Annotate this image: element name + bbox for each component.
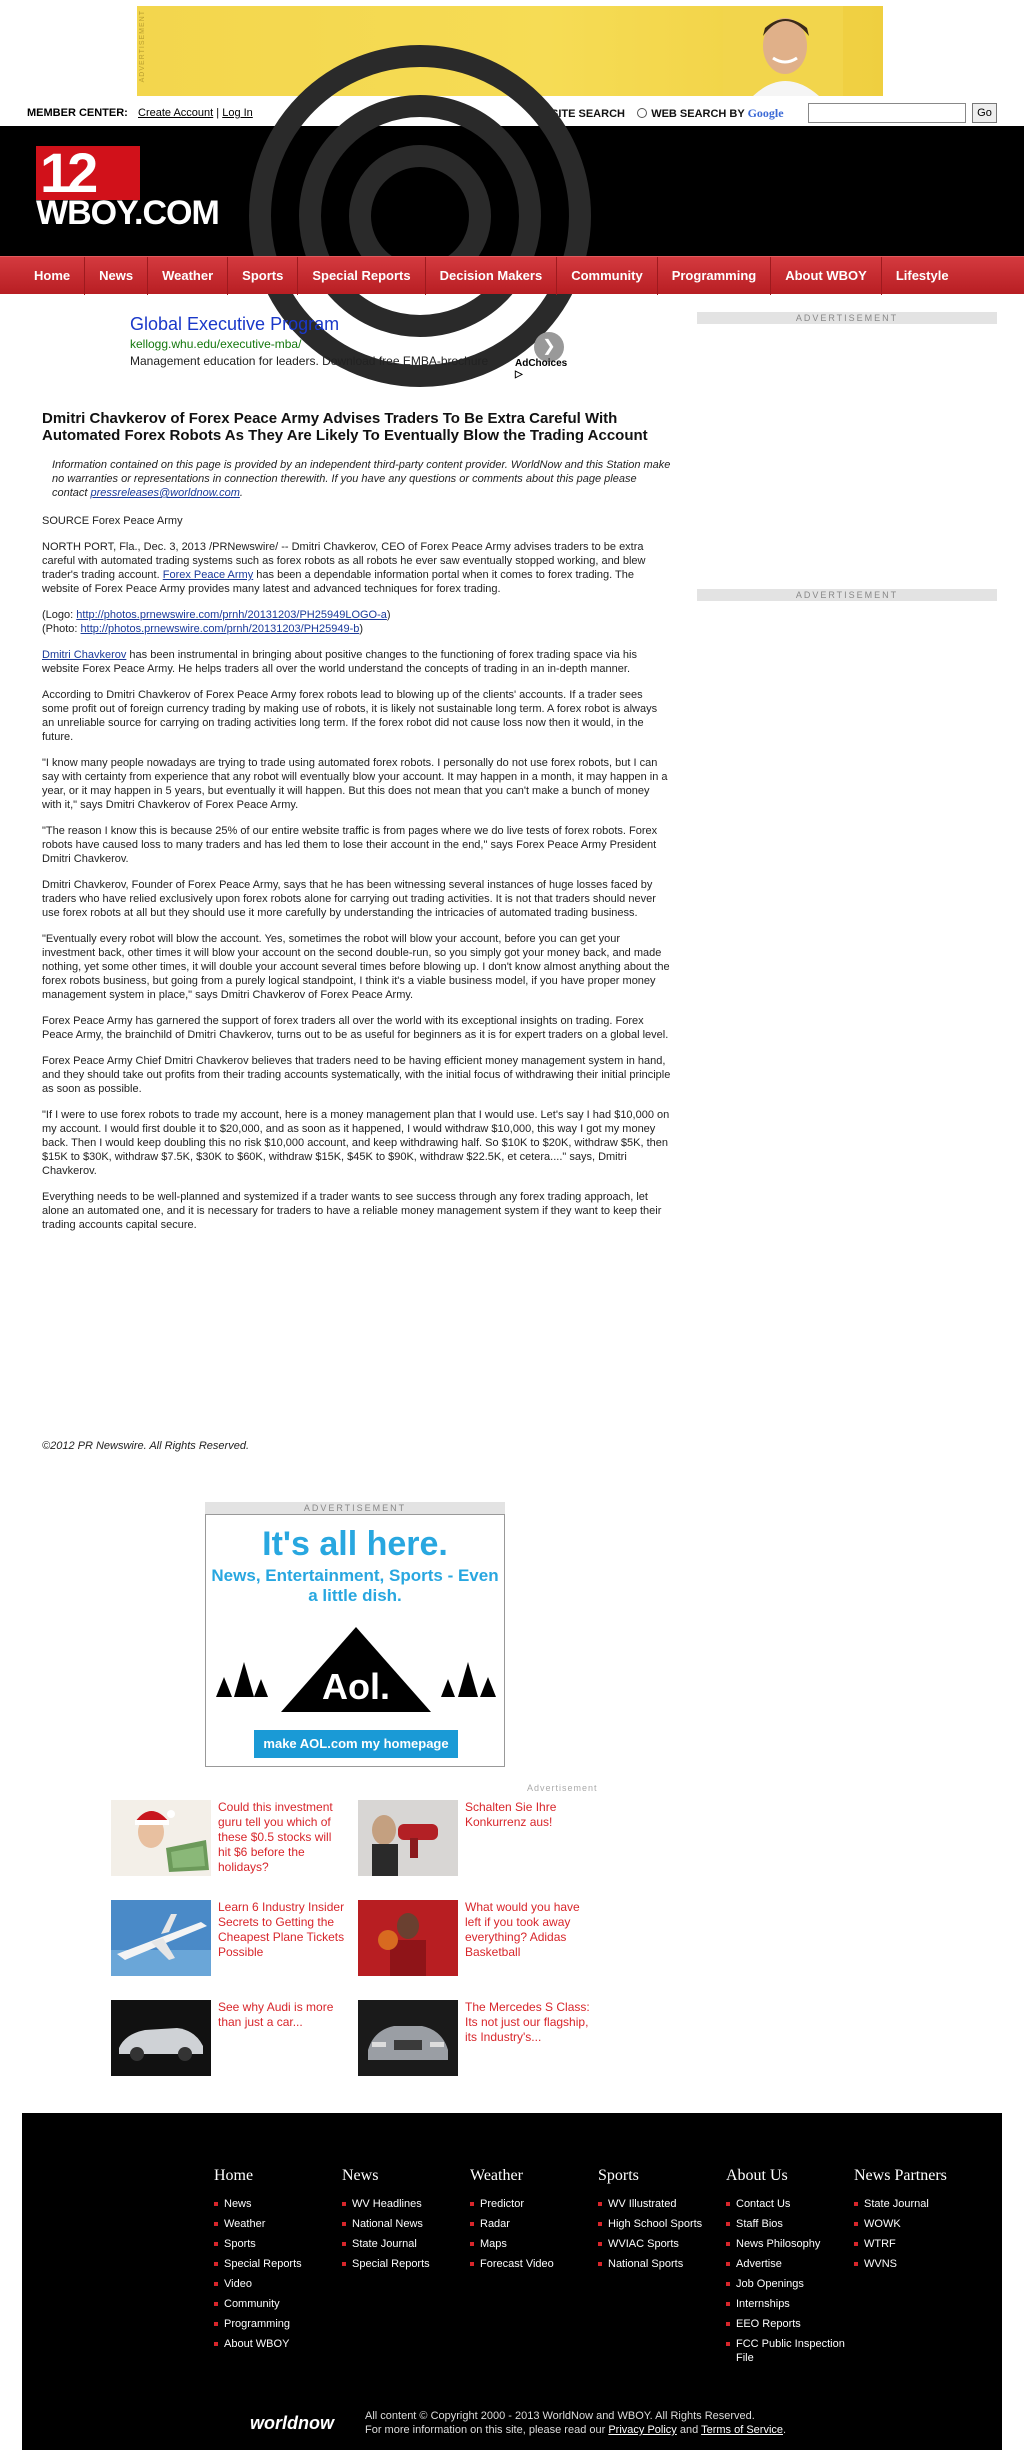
footer-link[interactable]: Special Reports	[342, 2257, 462, 2271]
dmitri-chavkerov-link[interactable]: Dmitri Chavkerov	[42, 649, 127, 661]
paragraph: Forex Peace Army has garnered the support of forex traders all over the world with its exceptional insights on trading. Forex Peace Army, the brainchild of Dmitri Chavkerov, turns out to be as useful for beginners as it is for expert traders on a global level.	[42, 1015, 669, 1041]
footer-column-weather	[470, 2167, 590, 2277]
ad-arrow-icon[interactable]: ❯	[534, 332, 564, 362]
logo-number: 12	[36, 146, 140, 200]
promo-item[interactable]	[111, 1900, 351, 1978]
ad-url[interactable]: kellogg.whu.edu/executive-mba/	[130, 337, 302, 351]
privacy-policy-link[interactable]: Privacy Policy	[608, 2424, 677, 2436]
footer-link[interactable]: About WBOY	[214, 2337, 334, 2351]
aol-homepage-button[interactable]: make AOL.com my homepage	[254, 1730, 458, 1758]
footer-link[interactable]: National Sports	[598, 2257, 718, 2271]
promo-text[interactable]: Schalten Sie Ihre Konkurrenz aus!	[465, 1800, 557, 1829]
logo-text: WBOY.COM	[36, 194, 219, 232]
search-input[interactable]	[808, 103, 966, 123]
promo-item[interactable]	[358, 2000, 598, 2078]
paragraph: "If I were to use forex robots to trade my account, here is a money management plan that I would use. Let's say I had $10,000 on my account. I would first double it to $20,000, and as soon as it happened, I would withdraw $10,000, this way I got my money back. Then I would keep doubling this no risk $10,000 account, and keep withdrawing half. So $10K to $20K, withdraw $5K, then $15K to $30K, withdraw $7.5K, $30K to $60K, withdraw $15K, $45K to $90K, withdraw $22.5K, et cetera...." says, Dmitri Chavkerov.	[42, 1109, 670, 1177]
create-account-link[interactable]: Create Account	[138, 107, 214, 119]
footer-column-news	[342, 2167, 462, 2277]
footer-column-sports	[598, 2167, 718, 2277]
article-title: Dmitri Chavkerov of Forex Peace Army Advises Traders To Be Extra Careful With Automated Forex Robots As They Are Likely To Eventually Blow the Trading Account	[42, 410, 648, 444]
nav-decision-makers[interactable]: Decision Makers	[426, 257, 558, 295]
photo-url-link[interactable]: http://photos.prnewswire.com/prnh/20131203/PH25949-b	[80, 623, 360, 635]
footer-link[interactable]: Maps	[470, 2237, 590, 2251]
worldnow-logo[interactable]: worldnow	[250, 2413, 334, 2433]
nav-special-reports[interactable]: Special Reports	[298, 257, 425, 295]
footer-link[interactable]: Internships	[726, 2297, 846, 2311]
nav-lifestyle[interactable]: Lifestyle	[895, 268, 949, 283]
google-text-ad[interactable]	[130, 314, 570, 380]
disclaimer: Information contained on this page is provided by an independent third-party content provider. WorldNow and this Station make no warranties or representations in connection therewith. If you have any questions or comments about this page please contact pressreleases@worldnow.com.	[52, 459, 671, 499]
footer-heading[interactable]: News	[342, 2167, 379, 2184]
promo-text[interactable]: Learn 6 Industry Insider Secrets to Getting the Cheapest Plane Tickets Possible	[218, 1900, 345, 1959]
footer-heading[interactable]: About Us	[726, 2167, 788, 2184]
footer-link[interactable]: State Journal	[854, 2197, 964, 2211]
paragraph: Forex Peace Army Chief Dmitri Chavkerov believes that traders need to be having efficient money management system in hand, and they should take out profits from their trading accounts systematically, with the initial focus of withdrawing their initial principle as soon as possible.	[42, 1055, 671, 1095]
promo-image-hairdryer	[358, 1800, 458, 1876]
member-center-label: MEMBER CENTER:	[27, 107, 128, 119]
promo-item[interactable]	[111, 1800, 351, 1878]
paragraph: Dmitri Chavkerov has been instrumental in bringing about positive changes to the functioning of forex trading space via his website Forex Peace Army. He helps traders all over the world understand the concepts of trading in an in-depth manner.	[42, 649, 637, 675]
adchoices-label[interactable]: AdChoices ▷	[515, 358, 568, 380]
footer-link[interactable]: WOWK	[854, 2217, 964, 2231]
footer-link[interactable]: Predictor	[470, 2197, 590, 2211]
aol-tree-scene	[206, 1617, 506, 1727]
footer-link[interactable]: High School Sports	[598, 2217, 718, 2231]
footer-link[interactable]: WV Illustrated	[598, 2197, 718, 2211]
ad-description: Management education for leaders. Download free EMBA-brochure	[130, 354, 489, 368]
footer-link[interactable]: Programming	[214, 2317, 334, 2331]
nav-weather[interactable]: Weather	[148, 257, 228, 295]
aol-headline: It's all here.	[262, 1525, 448, 1563]
wboy-logo[interactable]	[36, 141, 236, 236]
footer-link[interactable]: National News	[342, 2217, 462, 2231]
footer-link[interactable]: Radar	[470, 2217, 590, 2231]
promo-text[interactable]: What would you have left if you took away everything? Adidas Basketball	[465, 1900, 580, 1959]
footer-link[interactable]: State Journal	[342, 2237, 462, 2251]
nav-programming[interactable]: Programming	[658, 257, 772, 295]
site-header	[0, 126, 1024, 256]
promo-text[interactable]: The Mercedes S Class: Its not just our flagship, its Industry's...	[465, 2000, 590, 2044]
separator: |	[216, 107, 220, 119]
media-links: (Logo: http://photos.prnewswire.com/prnh/20131203/PH25949LOGO-a) (Photo: http://photos.prnewswire.com/prnh/20131203/PH25949-b)	[42, 609, 391, 635]
promo-image-basketball-player	[358, 1900, 458, 1976]
aol-ad-label: ADVERTISEMENT	[205, 1502, 505, 1514]
ad-label: ADVERTISEMENT	[139, 10, 146, 83]
promo-item[interactable]	[111, 2000, 351, 2078]
promo-image-audi	[111, 2000, 211, 2076]
promo-item[interactable]	[358, 1900, 598, 1978]
web-search-label: WEB SEARCH BY	[651, 108, 745, 120]
promo-image-airplane	[111, 1900, 211, 1976]
promo-text[interactable]: See why Audi is more than just a car...	[218, 2000, 334, 2029]
side-ad-label: ADVERTISEMENT	[697, 589, 997, 601]
paragraph: "The reason I know this is because 25% of our entire website traffic is from pages where we do live tests of forex robots. Forex robots have caused loss to many traders and has led them to lose their account in the end," says Forex Peace Army President Dmitri Chavkerov.	[42, 825, 658, 865]
site-search-label: SITE SEARCH	[551, 108, 625, 120]
footer-link[interactable]: WTRF	[854, 2237, 964, 2251]
footer-column-about	[726, 2167, 846, 2371]
terms-of-service-link[interactable]: Terms of Service	[701, 2424, 784, 2436]
paragraph: NORTH PORT, Fla., Dec. 3, 2013 /PRNewswire/ -- Dmitri Chavkerov, CEO of Forex Peace Army advises traders to be extra careful with automated trading systems such as forex robots as all robots he ever saw eventually stopped working, and blew trader's trading account. Forex Peace Army has been a dependable information portal when it comes to forex trading. The website of Forex Peace Army provides many latest and advanced techniques for forex trading.	[42, 541, 646, 595]
footer-link[interactable]: FCC Public Inspection File	[726, 2337, 846, 2365]
site-footer	[22, 2113, 1002, 2450]
footer-heading[interactable]: Home	[214, 2167, 254, 2184]
paragraph: "I know many people nowadays are trying to trade using automated forex robots. I personally do not use forex robots, but I can say with certainty from experience that any robot will eventually blow your account. It may happen in a month, it may happen in a year, or it may happen in 5 years, but eventually it will happen. But this does not mean that you can't make a bunch of money with it," says Dmitri Chavkerov of Forex Peace Army.	[42, 757, 668, 811]
press-email-link[interactable]: pressreleases@worldnow.com	[90, 487, 240, 499]
nav-home[interactable]: Home	[20, 257, 85, 295]
log-in-link[interactable]: Log In	[222, 107, 253, 119]
paragraph: Everything needs to be well-planned and systemized if a trader wants to see success through any forex trading approach, let alone an automated one, and it is necessary for traders to have a reliable money management system if they want to keep their trading accounts capital secure.	[42, 1191, 662, 1231]
footer-link[interactable]: Staff Bios	[726, 2217, 846, 2231]
nav-about-wboy[interactable]: About WBOY	[771, 257, 882, 295]
aol-ad[interactable]	[205, 1514, 505, 1767]
nav-news[interactable]: News	[85, 257, 148, 295]
ad-title[interactable]: Global Executive Program	[130, 314, 340, 334]
promo-ad-label: Advertisement	[527, 1783, 598, 1793]
footer-link[interactable]: WV Headlines	[342, 2197, 462, 2211]
aol-subline: News, Entertainment, Sports - Even a little dish.	[211, 1566, 499, 1605]
footer-link[interactable]: EEO Reports	[726, 2317, 846, 2331]
article	[42, 410, 672, 1244]
paragraph: According to Dmitri Chavkerov of Forex Peace Army forex robots lead to blowing up of the clients' accounts. If a trader sees some profit out of foreign currency trading by making use of robots, it is likely not sustainable long term. A forex robot is always an unreliable source for carrying on trading activities long term. If the forex robot did not cause loss now then it would, in the future.	[42, 689, 658, 743]
footer-link[interactable]: Weather	[214, 2217, 334, 2231]
ad-person-image	[723, 6, 843, 96]
footer-copyright: All content © Copyright 2000 - 2013 WorldNow and WBOY. All Rights Reserved. For more information on this site, please read our Privacy Policy and Terms of Service.	[365, 2410, 787, 2436]
paragraph: Dmitri Chavkerov, Founder of Forex Peace Army, says that he has been witnessing several instances of huge losses faced by traders who have relied exclusively upon forex robots alone for carrying out trading activities. It is not that traders should never use forex robots at all but they should use it more carefully by understanding the intricacies of automated trading business.	[42, 879, 656, 919]
forex-peace-army-link[interactable]: Forex Peace Army	[162, 569, 254, 581]
footer-link[interactable]: Forecast Video	[470, 2257, 590, 2271]
footer-link[interactable]: Advertise	[726, 2257, 846, 2271]
footer-link[interactable]: News Philosophy	[726, 2237, 846, 2251]
footer-heading[interactable]: Sports	[598, 2167, 639, 2184]
source-line: SOURCE Forex Peace Army	[42, 515, 183, 527]
nav-community[interactable]: Community	[557, 257, 658, 295]
footer-link[interactable]: Community	[214, 2297, 334, 2311]
google-logo: Google	[747, 106, 784, 120]
promo-image-santa-money	[111, 1800, 211, 1876]
nav-sports[interactable]: Sports	[228, 257, 298, 295]
web-search-radio[interactable]	[637, 108, 647, 118]
footer-link[interactable]: Job Openings	[726, 2277, 846, 2291]
aol-logo: Aol.	[322, 1666, 390, 1707]
footer-link[interactable]: WVIAC Sports	[598, 2237, 718, 2251]
footer-heading[interactable]: Weather	[470, 2167, 523, 2184]
footer-link[interactable]: Special Reports	[214, 2257, 334, 2271]
footer-link[interactable]: Sports	[214, 2237, 334, 2251]
footer-link[interactable]: News	[214, 2197, 334, 2211]
logo-url-link[interactable]: http://photos.prnewswire.com/prnh/20131203/PH25949LOGO-a	[76, 609, 387, 621]
footer-column-partners	[854, 2167, 964, 2277]
promo-image-mercedes	[358, 2000, 458, 2076]
footer-link[interactable]: WVNS	[854, 2257, 964, 2271]
footer-link[interactable]: Video	[214, 2277, 334, 2291]
promo-text[interactable]: Could this investment guru tell you which of these $0.5 stocks will hit $6 before the holidays?	[218, 1800, 333, 1874]
paragraph: "Eventually every robot will blow the account. Yes, sometimes the robot will blow your account, before you can get your investment back, other times it will blow your account on the second double-run, so you simply got your money back, and made nothing, yet some other times, it will double your account several times before blowing up. I don't know almost anything about the forex robots business, but going from a purely logical standpoint, I think it's a viable business model, if you have proper money management system in place," says Dmitri Chavkerov of Forex Peace Army.	[42, 933, 670, 1001]
footer-link[interactable]: Contact Us	[726, 2197, 846, 2211]
go-button[interactable]: Go	[972, 103, 997, 123]
promo-item[interactable]	[358, 1800, 598, 1878]
main-nav	[0, 256, 1024, 294]
footer-column-home	[214, 2167, 334, 2357]
pr-copyright: ©2012 PR Newswire. All Rights Reserved.	[42, 1440, 249, 1452]
footer-heading[interactable]: News Partners	[854, 2167, 947, 2184]
side-ad-label: ADVERTISEMENT	[697, 312, 997, 324]
